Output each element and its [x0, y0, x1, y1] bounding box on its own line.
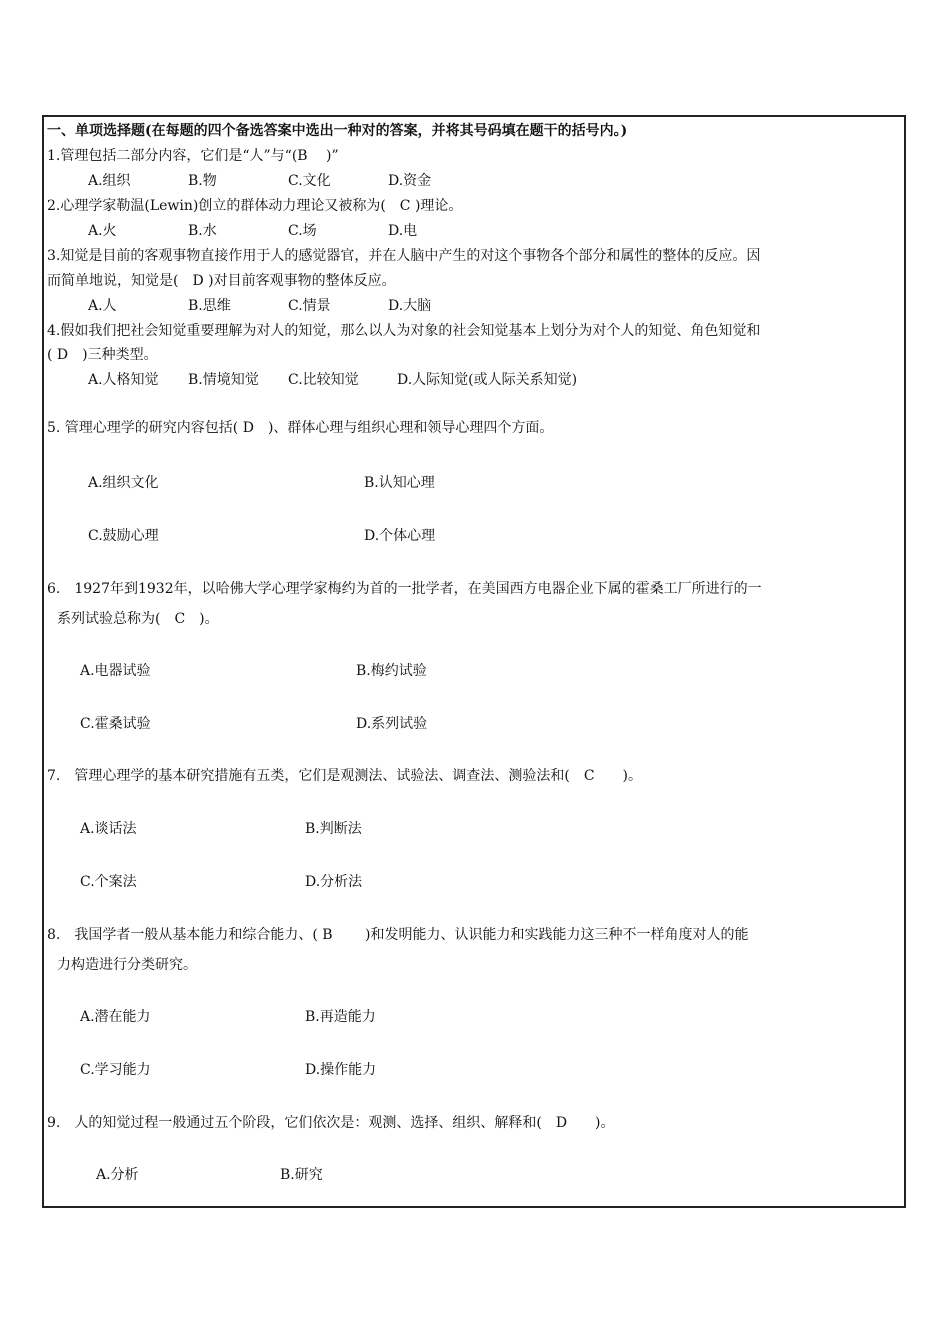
q7-option-d: D.分析法 [305, 874, 363, 890]
q8-option-b: B.再造能力 [305, 1009, 376, 1025]
q2-option-d: D.电 [388, 223, 418, 239]
q3-option-a: A.人 [88, 298, 117, 314]
q2-option-b: B.水 [188, 223, 217, 239]
q9-option-a: A.分析 [96, 1167, 139, 1183]
q9-option-b: B.研究 [280, 1167, 323, 1183]
q2-stem: 2.心理学家勒温(Lewin)创立的群体动力理论又被称为( C )理论。 [47, 198, 463, 214]
q5-option-a: A.组织文化 [88, 475, 159, 491]
q2-option-a: A.火 [88, 223, 117, 239]
q9-stem: 9. 人的知觉过程一般通过五个阶段，它们依次是：观测、选择、组织、解释和( D )。 [47, 1115, 615, 1131]
q6-stem-line2: 系列试验总称为( C )。 [57, 611, 219, 627]
q1-option-b: B.物 [188, 173, 217, 189]
q8-option-c: C.学习能力 [80, 1062, 151, 1078]
q5-stem: 5. 管理心理学的研究内容包括( D )、群体心理与组织心理和领导心理四个方面。 [47, 420, 554, 436]
q1-option-a: A.组织 [88, 173, 131, 189]
q4-option-c: C.比较知觉 [288, 372, 359, 388]
q4-option-a: A.人格知觉 [88, 372, 159, 388]
q1-stem: 1.管理包括二部分内容，它们是“人”与“(B )” [47, 148, 339, 164]
q1-option-d: D.资金 [388, 173, 432, 189]
q3-stem-line1: 3.知觉是目前的客观事物直接作用于人的感觉器官，并在人脑中产生的对这个事物各个部分和属性的整体的反应。因 [47, 248, 761, 264]
q7-option-b: B.判断法 [305, 821, 362, 837]
q8-stem-line2: 力构造进行分类研究。 [57, 957, 197, 973]
q6-option-d: D.系列试验 [356, 716, 428, 732]
q7-option-c: C.个案法 [80, 874, 137, 890]
q7-option-a: A.谈话法 [80, 821, 137, 837]
q8-option-d: D.操作能力 [305, 1062, 377, 1078]
q7-stem: 7. 管理心理学的基本研究措施有五类，它们是观测法、试验法、调查法、测验法和( C )。 [47, 768, 642, 784]
q6-option-a: A.电器试验 [80, 663, 151, 679]
q3-option-b: B.思维 [188, 298, 231, 314]
q1-option-c: C.文化 [288, 173, 331, 189]
q8-option-a: A.潜在能力 [80, 1009, 151, 1025]
q5-option-c: C.鼓励心理 [88, 528, 159, 544]
section-title: 一、单项选择题(在每题的四个备选答案中选出一种对的答案，并将其号码填在题干的括号内。) [47, 123, 628, 139]
q4-option-b: B.情境知觉 [188, 372, 259, 388]
q2-option-c: C.场 [288, 223, 317, 239]
q4-stem-line1: 4.假如我们把社会知觉重要理解为对人的知觉，那么以人为对象的社会知觉基本上划分为对个人的知觉、角色知觉和 [47, 323, 761, 339]
q3-stem-line2: 而简单地说，知觉是( D )对目前客观事物的整体反应。 [47, 273, 396, 289]
q3-option-c: C.情景 [288, 298, 331, 314]
q5-option-d: D.个体心理 [364, 528, 436, 544]
q8-stem-line1: 8. 我国学者一般从基本能力和综合能力、( B )和发明能力、认识能力和实践能力这三种不一样角度对人的能 [47, 927, 749, 943]
q6-option-b: B.梅约试验 [356, 663, 427, 679]
q4-stem-line2: ( D )三种类型。 [47, 347, 158, 363]
q6-option-c: C.霍桑试验 [80, 716, 151, 732]
q4-option-d: D.人际知觉(或人际关系知觉) [397, 372, 578, 388]
q5-option-b: B.认知心理 [364, 475, 435, 491]
q3-option-d: D.大脑 [388, 298, 432, 314]
q6-stem-line1: 6. 1927年到1932年，以哈佛大学心理学家梅约为首的一批学者，在美国西方电器企业下属的霍桑工厂所进行的一 [47, 581, 762, 597]
